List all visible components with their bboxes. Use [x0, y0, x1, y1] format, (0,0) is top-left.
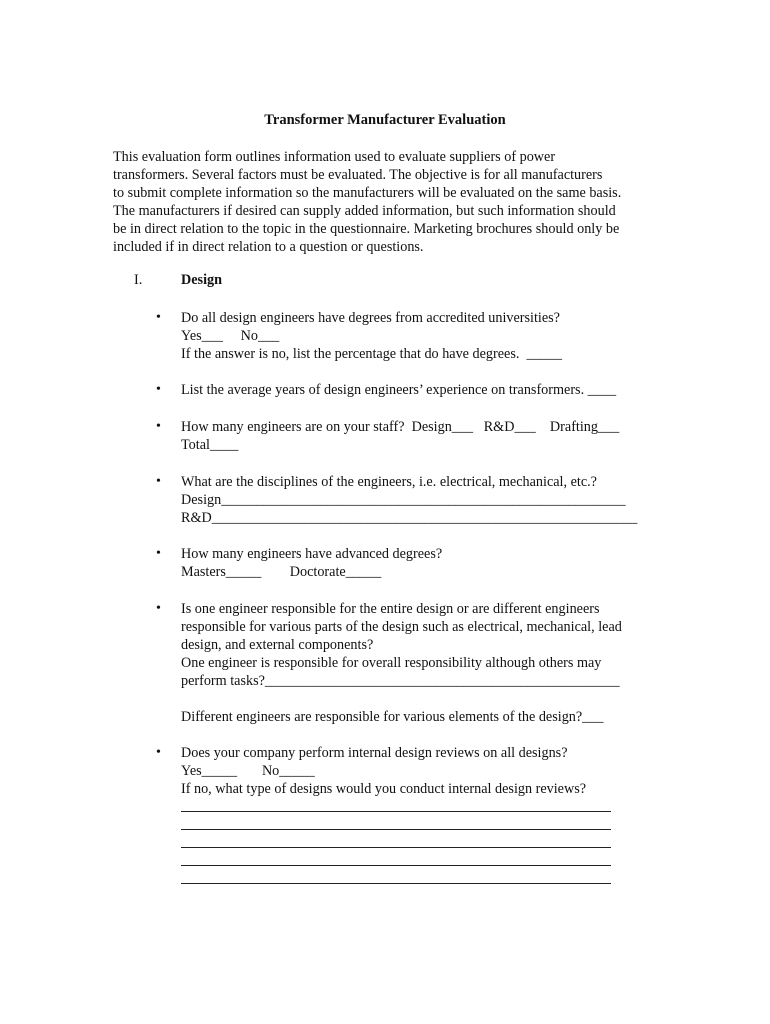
answer-field-line[interactable]: Yes_____ No_____: [181, 763, 315, 779]
section-numeral: I.: [134, 272, 143, 288]
bullet-icon: •: [156, 745, 161, 760]
question-experience: [156, 381, 681, 399]
question-line: What are the disciplines of the engineers, i.e. electrical, mechanical, etc.?: [181, 474, 597, 490]
answer-rule[interactable]: [181, 847, 611, 848]
answer-field-line[interactable]: If the answer is no, list the percentage that do have degrees. _____: [181, 346, 562, 362]
question-design-reviews: [156, 744, 681, 798]
section-header: [134, 272, 434, 292]
question-staff: [156, 418, 681, 454]
intro-paragraph: This evaluation form outlines information used to evaluate suppliers of power transformers. Several factors must be evaluated. The objective is for all manufacturers to submit complete information so the manufacturers will be evaluated on the same basis. The manufacturers if desired can supply added information, but such information should be in direct relation to the topic in the questionnaire. Marketing brochures should only be included if in direct relation to a question or questions.: [113, 149, 622, 255]
answer-field-line[interactable]: Yes___ No___: [181, 328, 280, 344]
bullet-icon: •: [156, 310, 161, 325]
spacer-line: [181, 690, 681, 708]
question-disciplines: [156, 473, 681, 527]
question-degrees: [156, 309, 681, 363]
question-line: design, and external components?: [181, 637, 374, 653]
question-line: How many engineers have advanced degrees?: [181, 546, 443, 562]
question-advanced-degrees: [156, 545, 681, 581]
question-responsibility: [156, 600, 681, 726]
answer-field-line[interactable]: Total____: [181, 437, 239, 453]
bullet-icon: •: [156, 474, 161, 489]
question-line: responsible for various parts of the design such as electrical, mechanical, lead: [181, 619, 622, 635]
bullet-icon: •: [156, 419, 161, 434]
bullet-icon: •: [156, 546, 161, 561]
answer-field-line[interactable]: R&D____________________________________________________________: [181, 510, 638, 526]
answer-rule[interactable]: [181, 883, 611, 884]
answer-field-line[interactable]: Different engineers are responsible for various elements of the design?___: [181, 709, 604, 725]
answer-rule[interactable]: [181, 829, 611, 830]
answer-rule[interactable]: [181, 811, 611, 812]
answer-rule[interactable]: [181, 865, 611, 866]
question-line: Do all design engineers have degrees from accredited universities?: [181, 310, 560, 326]
answer-field-line[interactable]: perform tasks?__________________________________________________: [181, 673, 620, 689]
bullet-icon: •: [156, 601, 161, 616]
document-title: Transformer Manufacturer Evaluation: [264, 112, 506, 128]
answer-field-line[interactable]: List the average years of design engineers’ experience on transformers. ____: [181, 382, 617, 398]
question-line: Does your company perform internal design reviews on all designs?: [181, 745, 568, 761]
question-line: Is one engineer responsible for the entire design or are different engineers: [181, 601, 600, 617]
answer-field-line[interactable]: Masters_____ Doctorate_____: [181, 564, 382, 580]
question-line: One engineer is responsible for overall responsibility although others may: [181, 655, 602, 671]
answer-field-line[interactable]: How many engineers are on your staff? Design___ R&D___ Drafting___: [181, 419, 620, 435]
section-heading: Design: [181, 272, 222, 288]
question-line: If no, what type of designs would you conduct internal design reviews?: [181, 781, 587, 797]
bullet-icon: •: [156, 382, 161, 397]
answer-field-line[interactable]: Design_________________________________________________________: [181, 492, 626, 508]
